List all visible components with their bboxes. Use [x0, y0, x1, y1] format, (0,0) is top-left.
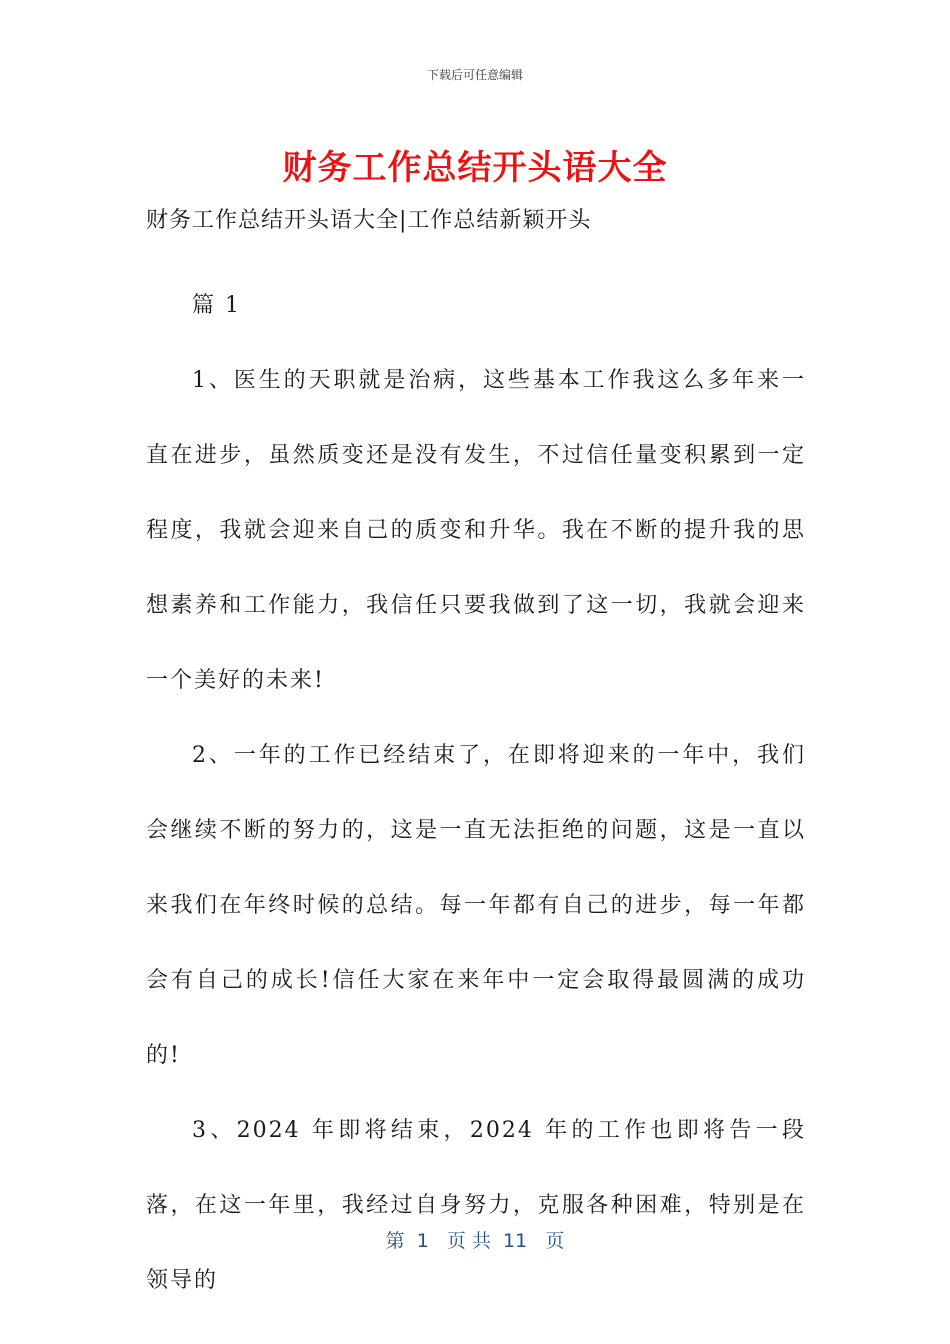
header-note: 下载后可任意编辑 [426, 68, 523, 82]
document-title: 财务工作总结开头语大全 [282, 148, 668, 188]
paragraph-2: 2、一年的工作已经结束了，在即将迎来的一年中，我们会继续不断的努力的，这是一直无法拒绝的问题，这是一直以来我们在年终时候的总结。每一年都有自己的进步，每一年都会有自己的成长!信任大家在来年中一定会取得最圆满的成功的! [146, 743, 806, 1068]
document-body [146, 268, 806, 1318]
document-subtitle: 财务工作总结开头语大全|工作总结新颖开头 [146, 208, 592, 233]
page-number-footer: 第 1 页 共 11 页 [385, 1230, 565, 1252]
paragraph-1: 1、医生的天职就是治病，这些基本工作我这么多年来一直在进步，虽然质变还是没有发生，不过信任量变积累到一定程度，我就会迎来自己的质变和升华。我在不断的提升我的思想素养和工作能力，我信任只要我做到了这一切，我就会迎来一个美好的未来! [146, 368, 806, 693]
paragraph-3: 3、2024 年即将结束，2024 年的工作也即将告一段落，在这一年里，我经过自身努力，克服各种困难，特别是在领导的 [146, 1118, 806, 1293]
section-heading: 篇 1 [192, 293, 241, 318]
